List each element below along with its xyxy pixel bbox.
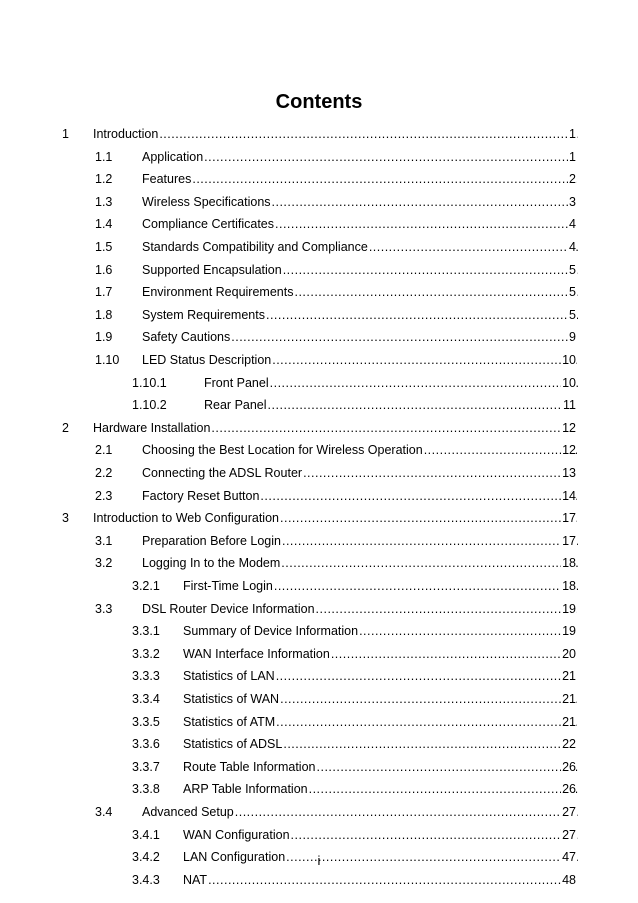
toc-entry[interactable]	[0, 554, 638, 572]
toc-entry-number: 2.3	[95, 488, 113, 503]
toc-entry-title-wrap	[142, 328, 578, 346]
toc-dot-leader	[291, 826, 578, 844]
toc-entry[interactable]	[0, 509, 638, 527]
toc-entry[interactable]	[0, 735, 638, 753]
toc-dot-leader	[280, 690, 578, 708]
toc-entry-page: 21	[562, 714, 576, 729]
toc-entry-number: 1.10.1	[132, 375, 167, 390]
toc-entry-number: 1.6	[95, 262, 113, 277]
toc-dot-leader	[283, 261, 578, 279]
toc-entry-title: Logging In to the Modem	[142, 556, 281, 571]
toc-entry-number: 1.7	[95, 285, 113, 300]
toc-entry-page: 1	[569, 149, 576, 164]
toc-entry[interactable]	[0, 193, 638, 211]
toc-dot-leader	[275, 215, 578, 233]
toc-entry[interactable]	[0, 577, 638, 595]
toc-dot-leader	[159, 125, 578, 143]
toc-entry-title: Statistics of ATM	[183, 714, 276, 729]
toc-entry-page: 12	[562, 420, 576, 435]
toc-entry-title: Front Panel	[204, 375, 269, 390]
toc-entry-title-wrap	[93, 419, 578, 437]
toc-entry-title: Hardware Installation	[93, 420, 211, 435]
toc-dot-leader	[369, 238, 578, 256]
toc-entry-number: 1.4	[95, 217, 113, 232]
toc-entry-page: 48	[562, 872, 576, 887]
toc-entry-number: 3.4.3	[132, 872, 160, 887]
toc-entry[interactable]	[0, 396, 638, 414]
toc-entry[interactable]	[0, 713, 638, 731]
toc-entry-number: 1.1	[95, 149, 113, 164]
toc-entry-page: 47	[562, 850, 576, 865]
toc-entry-title-wrap	[142, 306, 578, 324]
toc-entry-number: 1.3	[95, 194, 113, 209]
toc-entry[interactable]	[0, 871, 638, 889]
toc-entry[interactable]	[0, 780, 638, 798]
toc-entry-title-wrap	[183, 667, 578, 685]
toc-entry-title-wrap	[183, 735, 578, 753]
toc-entry-page: 12	[562, 443, 576, 458]
toc-entry[interactable]	[0, 600, 638, 618]
toc-dot-leader	[331, 645, 578, 663]
toc-entry[interactable]	[0, 441, 638, 459]
toc-entry-page: 13	[562, 466, 576, 480]
toc-entry[interactable]	[0, 667, 638, 685]
toc-dot-leader	[274, 577, 578, 595]
toc-entry-title-wrap	[142, 600, 578, 618]
toc-entry-page: 9	[569, 330, 576, 345]
toc-entry[interactable]	[0, 215, 638, 233]
toc-entry-number: 1.9	[95, 330, 113, 345]
toc-entry[interactable]	[0, 622, 638, 640]
toc-dot-leader	[359, 622, 578, 640]
toc-entry-page: 10	[562, 375, 576, 390]
toc-dot-leader	[231, 328, 578, 346]
toc-entry[interactable]	[0, 645, 638, 663]
toc-entry-number: 1.8	[95, 307, 113, 322]
toc-entry-title-wrap	[142, 554, 578, 572]
toc-entry-title: Advanced Setup	[142, 805, 234, 819]
toc-entry[interactable]	[0, 328, 638, 346]
toc-entry-page: 5	[569, 285, 576, 300]
toc-entry-number: 3.1	[95, 533, 113, 548]
toc-entry-page: 5	[569, 307, 576, 322]
toc-dot-leader	[272, 351, 578, 369]
toc-dot-leader	[280, 509, 578, 527]
toc-entry-title: Compliance Certificates	[142, 217, 274, 232]
toc-entry-title: Rear Panel	[204, 398, 267, 413]
toc-dot-leader	[268, 396, 578, 414]
toc-entry[interactable]	[0, 125, 638, 143]
toc-dot-leader	[272, 193, 578, 211]
toc-entry-title-wrap	[204, 396, 578, 414]
toc-entry-title-wrap	[142, 464, 578, 482]
toc-entry-page: 18	[562, 579, 576, 593]
toc-entry-page: 19	[562, 624, 576, 639]
toc-entry-page: 10	[562, 353, 576, 367]
toc-entry-page: 26	[562, 759, 576, 774]
toc-entry[interactable]	[0, 238, 638, 256]
toc-entry[interactable]	[0, 826, 638, 844]
toc-entry-number: 1.10.2	[132, 398, 167, 413]
toc-entry-title-wrap	[142, 261, 578, 279]
toc-entry-page: 21	[562, 669, 576, 684]
toc-entry-page: 4	[569, 217, 576, 232]
page-title: Contents	[275, 91, 363, 113]
toc-entry[interactable]	[0, 170, 638, 188]
toc-dot-leader	[192, 170, 578, 188]
toc-entry-title-wrap	[142, 170, 578, 188]
toc-entry-title: Application	[142, 149, 204, 164]
toc-entry-number: 3.3.2	[132, 646, 160, 661]
toc-entry-title-wrap	[183, 871, 578, 889]
toc-entry-page: 20	[562, 646, 576, 661]
toc-dot-leader	[281, 554, 578, 572]
toc-dot-leader	[260, 487, 578, 505]
toc-dot-leader	[211, 419, 578, 437]
toc-entry-page: 11	[563, 398, 576, 413]
toc-entry-title-wrap	[142, 351, 578, 369]
toc-entry-title: Statistics of ADSL	[183, 737, 283, 752]
toc-entry-title-wrap	[142, 193, 578, 211]
toc-entry-title: First-Time Login	[183, 579, 273, 593]
toc-entry-page: 4	[569, 240, 576, 254]
toc-entry-title: Features	[142, 172, 192, 187]
toc-entry-number: 3.3.4	[132, 692, 160, 706]
toc-entry-number: 3.2.1	[132, 579, 160, 593]
toc-entry[interactable]	[0, 283, 638, 301]
toc-entry-number: 2.2	[95, 466, 113, 480]
toc-entry-title: Introduction	[93, 127, 159, 141]
toc-entry-title: Summary of Device Information	[183, 624, 359, 639]
toc-dot-leader	[270, 374, 578, 392]
toc-entry-title: Environment Requirements	[142, 285, 294, 300]
toc-entry-page: 14	[562, 488, 576, 503]
toc-entry-title: Statistics of LAN	[183, 669, 275, 684]
toc-entry-number: 3.3.6	[132, 737, 160, 752]
toc-entry-title-wrap	[142, 487, 578, 505]
toc-entry-number: 3.3.1	[132, 624, 160, 639]
toc-entry-title-wrap	[204, 374, 578, 392]
toc-entry-title-wrap	[183, 622, 578, 640]
toc-entry[interactable]	[0, 351, 638, 369]
toc-entry-title-wrap	[183, 577, 578, 595]
toc-entry-number: 3.3.8	[132, 782, 160, 797]
toc-entry-title: DSL Router Device Information	[142, 601, 315, 616]
toc-entry[interactable]	[0, 803, 638, 821]
toc-entry-title: Preparation Before Login	[142, 533, 281, 548]
toc-entry-title-wrap	[183, 758, 578, 776]
toc-entry[interactable]	[0, 464, 638, 482]
toc-dot-leader	[317, 758, 579, 776]
toc-dot-leader	[235, 803, 578, 821]
toc-entry-page: 18	[562, 556, 576, 571]
toc-entry-title-wrap	[183, 713, 578, 731]
toc-dot-leader	[316, 600, 578, 618]
toc-entry[interactable]	[0, 306, 638, 324]
toc-entry-number: 2	[62, 420, 69, 435]
toc-entry-title: Wireless Specifications	[142, 194, 271, 209]
toc-entry-title-wrap	[142, 283, 578, 301]
toc-entry-page: 27	[562, 805, 576, 819]
toc-entry-title-wrap	[183, 780, 578, 798]
table-of-contents	[0, 125, 638, 887]
toc-entry-title-wrap	[142, 532, 578, 550]
toc-dot-leader	[266, 306, 578, 324]
toc-entry-title: Safety Cautions	[142, 330, 231, 345]
toc-entry-title: Choosing the Best Location for Wireless Operation	[142, 443, 423, 458]
toc-entry-number: 1.10	[95, 353, 120, 367]
toc-entry-page: 22	[562, 737, 576, 752]
toc-entry-number: 3	[62, 511, 69, 526]
toc-entry-page: 26	[562, 782, 576, 797]
toc-entry-title-wrap	[183, 690, 578, 708]
toc-entry-title: LAN Configuration	[183, 850, 286, 865]
toc-entry[interactable]	[0, 261, 638, 279]
toc-dot-leader	[282, 532, 578, 550]
toc-entry-title: Connecting the ADSL Router	[142, 466, 303, 480]
toc-entry-title: Statistics of WAN	[183, 692, 280, 706]
toc-entry-page: 2	[569, 172, 576, 187]
toc-entry-number: 3.2	[95, 556, 113, 571]
toc-entry-title: LED Status Description	[142, 353, 272, 367]
toc-entry-title: Standards Compatibility and Compliance	[142, 240, 368, 254]
toc-entry-number: 3.3.3	[132, 669, 160, 684]
toc-entry-number: 3.4	[95, 805, 113, 819]
toc-entry-title: WAN Interface Information	[183, 646, 330, 661]
toc-entry-title: Introduction to Web Configuration	[93, 511, 279, 526]
toc-dot-leader	[424, 441, 578, 459]
toc-entry-number: 3.3.7	[132, 759, 160, 774]
toc-entry-title-wrap	[142, 238, 578, 256]
toc-entry-page: 5	[569, 262, 576, 277]
toc-entry-title-wrap	[142, 215, 578, 233]
toc-entry-number: 3.3.5	[132, 714, 160, 729]
toc-dot-leader	[283, 735, 578, 753]
toc-entry[interactable]	[0, 148, 638, 166]
toc-dot-leader	[204, 148, 578, 166]
toc-entry-page: 19	[562, 601, 576, 616]
toc-entry-title: WAN Configuration	[183, 827, 290, 842]
toc-dot-leader	[276, 667, 578, 685]
toc-entry-number: 3.3	[95, 601, 113, 616]
toc-entry[interactable]	[0, 419, 638, 437]
toc-entry-page: 21	[562, 692, 576, 706]
toc-entry-title: Route Table Information	[183, 759, 316, 774]
toc-entry-title-wrap	[183, 645, 578, 663]
toc-entry-number: 2.1	[95, 443, 113, 458]
toc-entry-title-wrap	[93, 509, 578, 527]
toc-entry-title-wrap	[183, 826, 578, 844]
toc-entry-title: Supported Encapsulation	[142, 262, 282, 277]
toc-entry-title-wrap	[142, 148, 578, 166]
toc-entry[interactable]	[0, 374, 638, 392]
toc-entry[interactable]	[0, 532, 638, 550]
toc-entry-title: System Requirements	[142, 307, 265, 322]
toc-entry-title: ARP Table Information	[183, 782, 308, 797]
toc-entry-number: 3.4.1	[132, 827, 160, 842]
toc-entry-number: 1.5	[95, 240, 113, 254]
toc-entry-title-wrap	[142, 441, 578, 459]
page-number: i	[317, 853, 321, 868]
toc-entry-number: 3.4.2	[132, 850, 160, 865]
toc-dot-leader	[276, 713, 578, 731]
toc-entry-page: 17	[562, 511, 576, 526]
toc-entry-number: 1.2	[95, 172, 113, 187]
toc-dot-leader	[294, 283, 578, 301]
toc-entry-title-wrap	[93, 125, 578, 143]
toc-entry-page: 3	[569, 194, 576, 209]
toc-entry-title-wrap	[142, 803, 578, 821]
toc-entry-page: 27	[562, 827, 576, 842]
toc-dot-leader	[303, 464, 578, 482]
toc-dot-leader	[208, 871, 578, 889]
toc-entry-page: 1	[569, 127, 576, 141]
toc-dot-leader	[309, 780, 578, 798]
toc-entry-title: NAT	[183, 872, 208, 887]
toc-entry[interactable]	[0, 690, 638, 708]
toc-entry-number: 1	[62, 127, 69, 141]
toc-entry-title: Factory Reset Button	[142, 488, 260, 503]
toc-entry[interactable]	[0, 487, 638, 505]
toc-entry[interactable]	[0, 758, 638, 776]
toc-entry-page: 17	[562, 533, 576, 548]
